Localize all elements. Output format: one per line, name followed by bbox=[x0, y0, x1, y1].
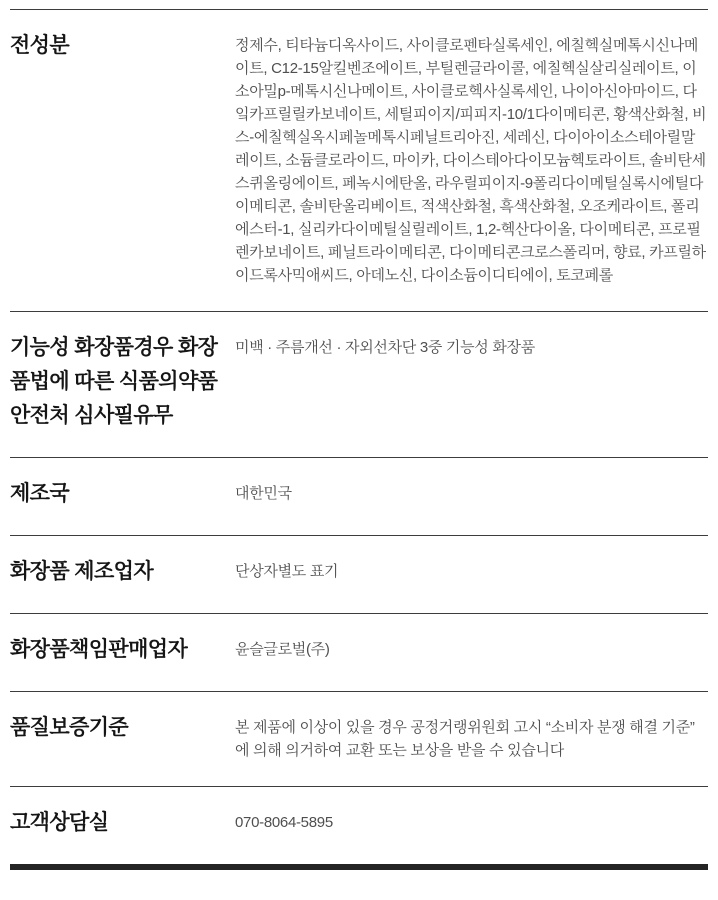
table-row bbox=[10, 613, 708, 691]
row-label: 화장품 제조업자 bbox=[10, 560, 154, 583]
row-label: 화장품책임판매업자 bbox=[10, 638, 188, 661]
row-value: 윤슬글로벌(주) bbox=[235, 641, 330, 658]
row-label: 전성분 bbox=[10, 34, 70, 57]
row-label: 품질보증기준 bbox=[10, 716, 129, 739]
bottom-divider bbox=[10, 864, 708, 870]
row-label: 기능성 화장품경우 화장품법에 따른 식품의약품 안전처 심사필유무 bbox=[10, 336, 218, 427]
table-row bbox=[10, 311, 708, 457]
row-label: 고객상담실 bbox=[10, 811, 109, 834]
product-info-table bbox=[10, 9, 708, 870]
table-rows bbox=[10, 9, 708, 864]
row-value: 대한민국 bbox=[235, 485, 292, 502]
row-label: 제조국 bbox=[10, 482, 70, 505]
table-row bbox=[10, 457, 708, 535]
row-value: 정제수, 티타늄디옥사이드, 사이클로펜타실록세인, 에칠헥실메톡시신나메이트, C12-15알킬벤조에이트, 부틸렌글라이콜, 에칠헥실살리실레이트, 이소아밀p-메톡시신나메이트, 사이클로헥사실록세인, 나이아신아마이드, 다잌카프릴릴카보네이트, 세틸피이지/피피지-10/1다이메티콘, 황색산화철, 비스-에칠헥실옥시페놀메톡시페닐트리아진, 세레신, 다이아이소스테아릴말레이트, 소듐클로라이드, 마이카, 다이스테아다이모늄헥토라이트, 솔비탄세스퀴올링에이트, 페녹시에탄올, 라우릴피이지-9폴리다이메틸실록시에틸다이메티콘, 솔비탄올리베이트, 적색산화철, 흑색산화철, 오조케라이트, 폴리에스터-1, 실리카다이메틸실릴레이트, 1,2-헥산다이올, 다이메티콘, 프로필렌카보네이트, 페닐트라이메티콘, 다이메티콘크로스폴리머, 향료, 카프릴하이드록사믹애씨드, 아데노신, 다이소듐이디티에이, 토코페롤 bbox=[235, 37, 707, 284]
table-row bbox=[10, 691, 708, 786]
table-row bbox=[10, 535, 708, 613]
table-row bbox=[10, 9, 708, 311]
row-value: 미백 · 주름개선 · 자외선차단 3중 기능성 화장품 bbox=[235, 339, 535, 356]
row-value: 본 제품에 이상이 있을 경우 공정거랭위원회 고시 “소비자 분쟁 해결 기준” 에 의해 의거하여 교환 또는 보상을 받을 수 있습니다 bbox=[235, 719, 695, 759]
row-value: 070-8064-5895 bbox=[235, 814, 333, 831]
row-value: 단상자별도 표기 bbox=[235, 563, 339, 580]
table-row bbox=[10, 786, 708, 864]
